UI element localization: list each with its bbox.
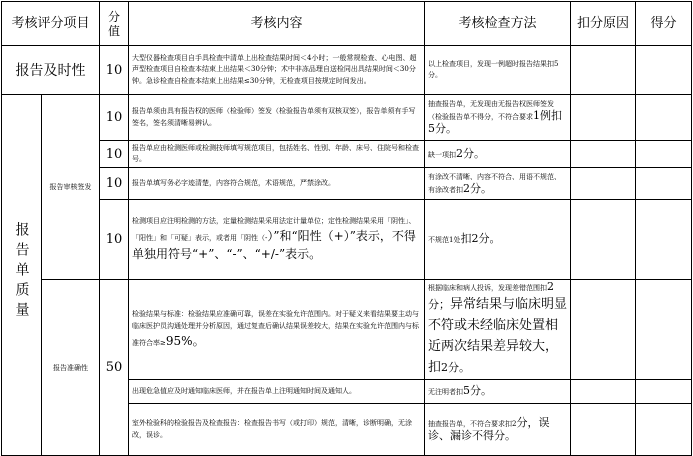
- clinical-3-method: [425, 404, 571, 456]
- clinical-2-method-small: 无注明者扣: [428, 388, 464, 396]
- clinical-1-method-small: 根据临床和病人投诉，发现差错范围扣: [428, 284, 548, 292]
- review-2-reason-cell[interactable]: [571, 141, 636, 168]
- timeliness-content: 大型仪器检查项目自手具检查中清单上出检查结果时间＜4小时；一般常规检查、心电图、超声型检查项目自检查本结束上出结果＜30分钟；术中非冻品理自送检同出具结果时间＜30分钟。急诊检查自检查本结束上出结果≤30分钟，无检查项目按规定时间发出。: [129, 46, 425, 95]
- review-4-content-big: ）”和“阳性（+）”表示，不得单独用符号“+”、“-”、“+/-”表示。: [132, 229, 416, 262]
- clinical-1-content-big: 95%。: [165, 334, 205, 348]
- clinical-3-obtained-cell[interactable]: [636, 404, 692, 456]
- quality-item-text: 报告单质量: [13, 221, 30, 322]
- review-4-method: [425, 200, 571, 280]
- clinical-1-reason-cell[interactable]: [571, 280, 636, 380]
- header-item: 考核评分项目: [2, 2, 100, 46]
- timeliness-reason-cell[interactable]: [571, 46, 636, 95]
- quality-item: [2, 95, 42, 456]
- review-4-content-small: 检测项目应注明检测的方法，定量检测结果采用法定计量单位；定性检测结果采用「阴性」、「阳性」和「可疑」表示，或者用「阴性（-: [132, 216, 416, 243]
- review-3-obtained-cell[interactable]: [636, 168, 692, 200]
- clinical-2-method-big: 5分。: [463, 384, 493, 397]
- row-review-2: [2, 141, 692, 168]
- clinical-1-method-big2: 异常结果与临床明显不符或未经临床处置相近两次结果差异较大，扣: [428, 297, 568, 375]
- clinical-2-method: [425, 380, 571, 404]
- header-reason: 扣分原因: [571, 2, 636, 46]
- review-3-reason-cell[interactable]: [571, 168, 636, 200]
- clinical-score: 50: [100, 280, 129, 456]
- review-1-method-big: 1例扣5分。: [428, 109, 563, 135]
- review-3-method-big: 2分。: [463, 181, 493, 195]
- clinical-1-obtained-cell[interactable]: [636, 280, 692, 380]
- clinical-3-method-small: 抽查报告单，不符合要求扣2: [428, 419, 517, 428]
- clinical-label: 报告准确性: [42, 280, 100, 456]
- review-2-method-small: 缺一项扣: [428, 150, 457, 159]
- review-3-score: 10: [100, 168, 129, 200]
- review-3-method-small: 有涂改不清晰、内容不符合、用语不规范、有涂改者扣: [428, 172, 562, 194]
- review-1-reason-cell[interactable]: [571, 95, 636, 141]
- header-obtained: 得分: [636, 2, 692, 46]
- clinical-1-method-big1: 2分；: [428, 280, 555, 311]
- review-2-content: 报告单应由检测医师或检测技师填写规范项目，包括姓名、性别、年龄、床号、住院号和检查号。: [129, 141, 425, 168]
- header-row: [2, 2, 692, 46]
- header-content: 考核内容: [129, 2, 425, 46]
- assessment-table: [1, 1, 692, 456]
- review-4-method-small: 不规范1处: [428, 236, 461, 244]
- clinical-2-obtained-cell[interactable]: [636, 380, 692, 404]
- review-2-method-big: 2分。: [456, 146, 486, 160]
- row-review-4: [2, 200, 692, 280]
- review-label: 报告审核签发: [42, 95, 100, 280]
- timeliness-method: 以上检查项目，发现一例超时报告结果扣5分。: [425, 46, 571, 95]
- review-1-obtained-cell[interactable]: [636, 95, 692, 141]
- clinical-1-method: [425, 280, 571, 380]
- review-4-content: [129, 200, 425, 280]
- clinical-2-content: 出现危急值应及时通知临床医师，并在报告单上注明通知时间及通知人。: [129, 380, 425, 404]
- clinical-3-method-big: 分，误诊、漏诊不得分。: [428, 415, 550, 442]
- review-1-content: 报告单须由具有报告权的医师（检验师）签发（检验报告单须有双核双签），报告单须有手写签名，签名须清晰易辨认。: [129, 95, 425, 141]
- row-timeliness: [2, 46, 692, 95]
- row-review-3: [2, 168, 692, 200]
- clinical-2-reason-cell[interactable]: [571, 380, 636, 404]
- review-1-score: 10: [100, 95, 129, 141]
- header-score: 分值: [100, 2, 129, 46]
- review-2-score: 10: [100, 141, 129, 168]
- row-clinical-1: [2, 280, 692, 380]
- review-3-method: [425, 168, 571, 200]
- review-1-method-small: 抽查报告单，无发现由无报告权医师签发（检验报告单不得分，不符合要求: [428, 100, 555, 121]
- review-3-content: 报告单填写务必字迹清楚，内容符合规范，术语规范，严禁涂改。: [129, 168, 425, 200]
- review-2-method: [425, 141, 571, 168]
- row-review-1: [2, 95, 692, 141]
- timeliness-item: 报告及时性: [2, 46, 100, 95]
- review-4-obtained-cell[interactable]: [636, 200, 692, 280]
- review-4-reason-cell[interactable]: [571, 200, 636, 280]
- review-2-obtained-cell[interactable]: [636, 141, 692, 168]
- review-4-method-big: 扣2分。: [460, 232, 501, 245]
- clinical-1-content: [129, 280, 425, 380]
- clinical-1-method-big3: 2分。: [441, 361, 471, 374]
- timeliness-score: 10: [100, 46, 129, 95]
- clinical-1-content-small: 检验结果与标准：检验结果应准确可靠，误差在实验允许范围内。对于疑义来看结果要主动与临床医护员沟通处理并分析原因，通过复查后确认结果误差较大，结果在实验允许范围内与标准符合率≥: [132, 310, 420, 347]
- review-4-score: 10: [100, 200, 129, 280]
- header-method: 考核检查方法: [425, 2, 571, 46]
- clinical-3-reason-cell[interactable]: [571, 404, 636, 456]
- review-1-method: [425, 95, 571, 141]
- clinical-3-content: 室外检验科的检验报告及检查报告：检查报告书写（或打印）规范，清晰，诊断明确，无涂改，误诊。: [129, 404, 425, 456]
- timeliness-obtained-cell[interactable]: [636, 46, 692, 95]
